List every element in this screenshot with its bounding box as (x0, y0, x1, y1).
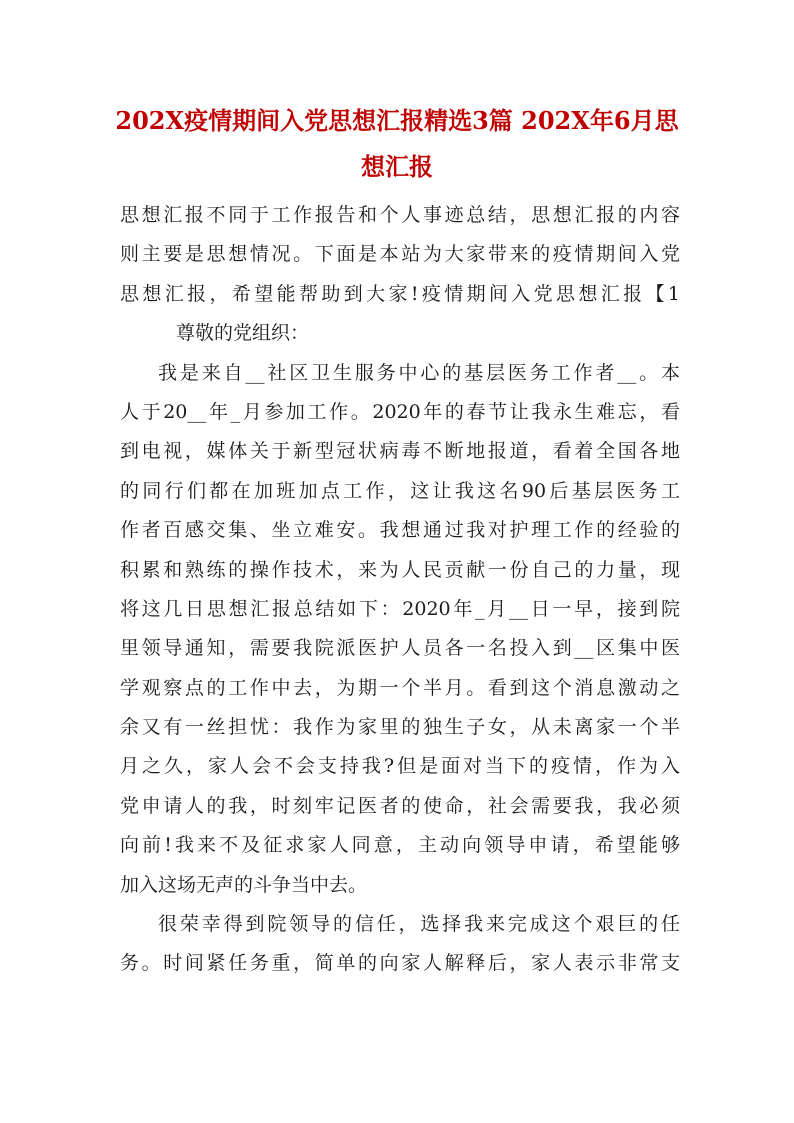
salutation: 尊敬的党组织： (176, 322, 310, 345)
text-line: 我是来自__社区卫生服务中心的基层医务工作者__。本 (158, 361, 680, 384)
text-line: 向前!我来不及征求家人同意，主动向领导申请，希望能够 (120, 834, 680, 857)
text-line: 学观察点的工作中去，为期一个半月。看到这个消息激动之 (120, 676, 680, 699)
text-line: 思想汇报不同于工作报告和个人事迹总结，思想汇报的内容 (120, 204, 680, 226)
text-line: 加入这场无声的斗争当中去。 (120, 873, 368, 896)
text-line: 将这几日思想汇报总结如下：2020年_月__日一早，接到院 (120, 597, 680, 620)
document-body (120, 196, 680, 984)
text-line: 作者百感交集、坐立难安。我想通过我对护理工作的经验的 (120, 519, 680, 542)
text-line: 积累和熟练的操作技术，来为人民贡献一份自己的力量，现 (120, 558, 680, 581)
text-line: 的同行们都在加班加点工作，这让我这名90后基层医务工 (120, 479, 680, 502)
body-paragraph-1 (120, 354, 680, 905)
body-paragraph-2 (120, 905, 680, 984)
text-line: 人于20__年_月参加工作。2020年的春节让我永生难忘，看 (120, 400, 680, 423)
text-line: 月之久，家人会不会支持我?但是面对当下的疫情，作为入 (120, 755, 680, 778)
text-line: 党申请人的我，时刻牢记医者的使命，社会需要我，我必须 (120, 794, 680, 817)
text-line: 余又有一丝担忧：我作为家里的独生子女，从未离家一个半 (120, 716, 680, 739)
text-line: 很荣幸得到院领导的信任，选择我来完成这个艰巨的任 (158, 913, 680, 936)
text-line: 务。时间紧任务重，简单的向家人解释后，家人表示非常支 (120, 952, 680, 975)
document-title (95, 98, 699, 190)
title-line: 202X疫情期间入党思想汇报精选3篇 202X年6月思 (115, 106, 679, 135)
text-line: 里领导通知，需要我院派医护人员各一名投入到__区集中医 (120, 637, 680, 660)
text-line: 则主要是思想情况。下面是本站为大家带来的疫情期间入党 (120, 243, 680, 266)
text-line: 到电视，媒体关于新型冠状病毒不断地报道，看着全国各地 (120, 440, 680, 463)
intro-paragraph (120, 196, 680, 314)
title-line: 想汇报 (361, 152, 433, 181)
text-line: 思想汇报，希望能帮助到大家!疫情期间入党思想汇报【1 (120, 282, 680, 305)
